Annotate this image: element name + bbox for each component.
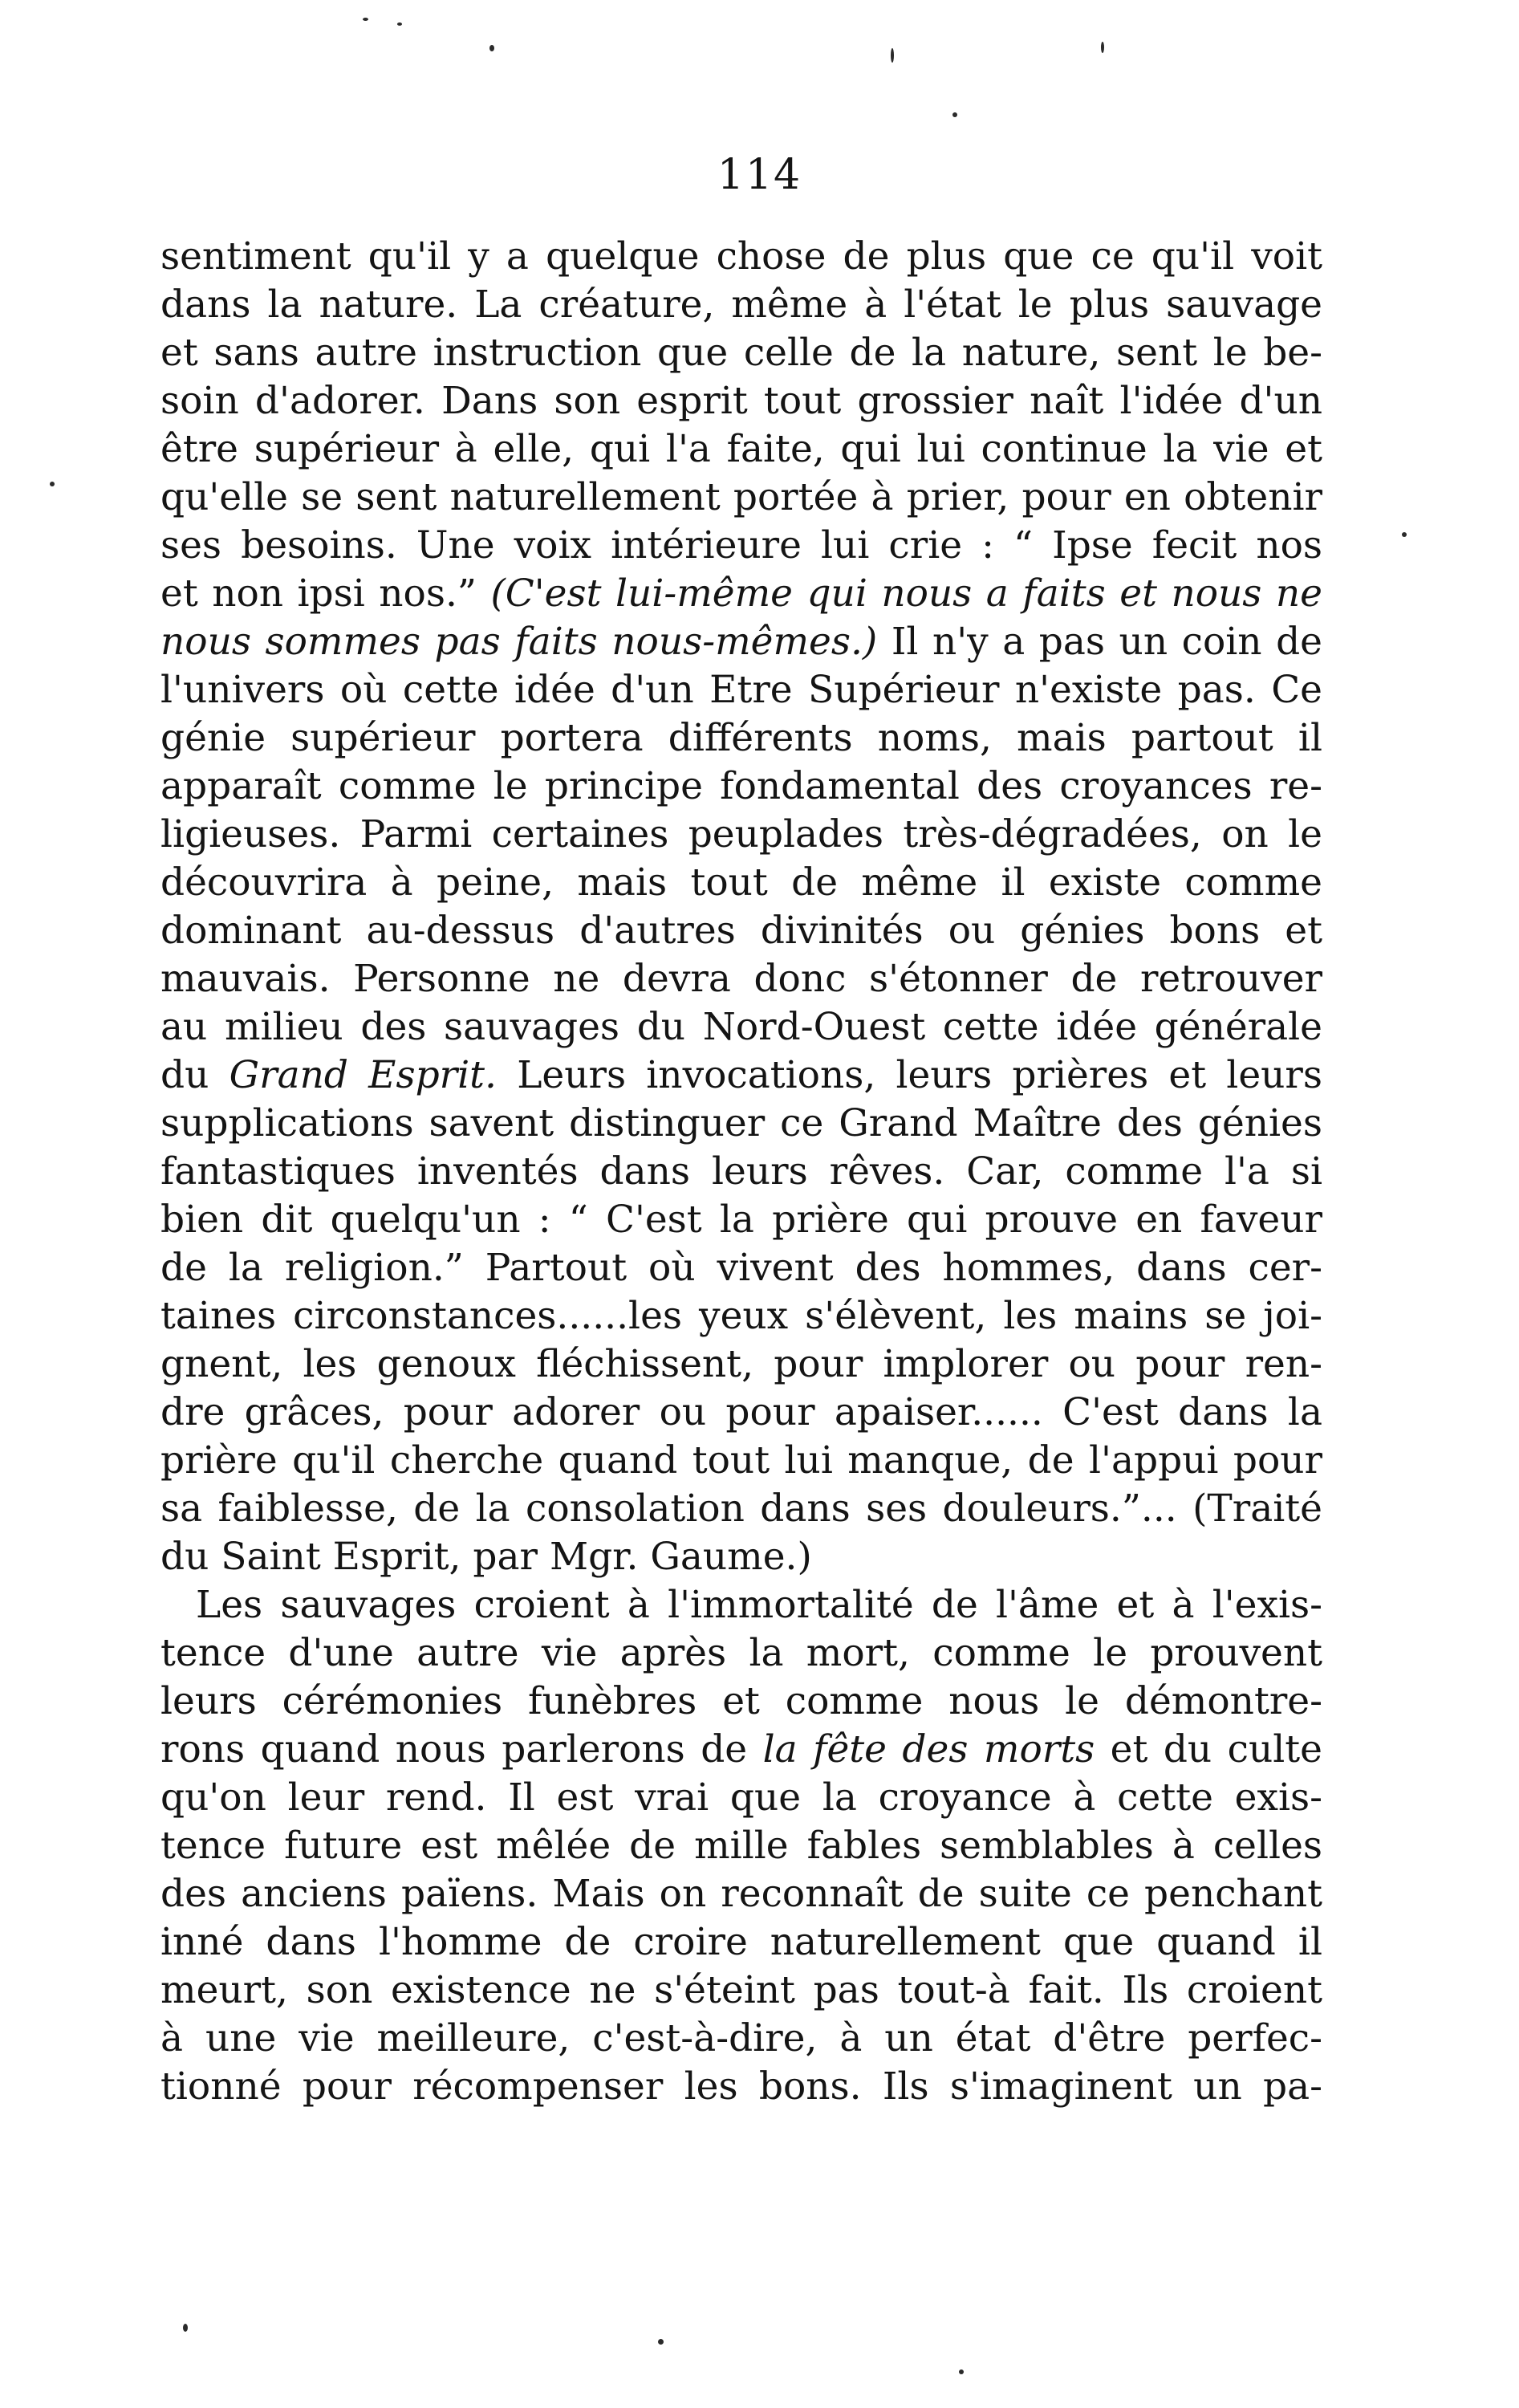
text-run: des anciens païens. Mais on reconnaît de suite ce penchant <box>160 1872 1322 1916</box>
text-line <box>160 329 1322 377</box>
text-line <box>160 859 1322 907</box>
text-run: génie supérieur portera différents noms, mais partout il <box>160 716 1322 760</box>
text-line <box>160 1581 1322 1629</box>
text-run: soin d'adorer. Dans son esprit tout grossier naît l'idée d'un <box>160 379 1322 423</box>
text-line <box>160 2063 1322 2111</box>
text-run: apparaît comme le principe fondamental des croyances re- <box>160 764 1322 808</box>
text-line <box>160 1726 1322 1774</box>
text-run: de la religion.” Partout où vivent des hommes, dans cer- <box>160 1246 1322 1290</box>
text-line <box>160 955 1322 1003</box>
text-line <box>160 570 1322 618</box>
text-run: et du culte <box>1095 1727 1322 1771</box>
text-run: leurs cérémonies funèbres et comme nous le démontre- <box>160 1679 1322 1723</box>
text-run: dominant au-dessus d'autres divinités ou génies bons et <box>160 909 1322 953</box>
scan-speck <box>952 112 957 117</box>
italic-text: Grand Esprit. <box>229 1053 497 1097</box>
text-line <box>160 377 1322 425</box>
text-run: sentiment qu'il y a quelque chose de plus que ce qu'il voit <box>160 234 1322 279</box>
text-run: taines circonstances......les yeux s'élèvent, les mains se joi- <box>160 1294 1322 1338</box>
text-run: meurt, son existence ne s'éteint pas tout-à fait. Ils croient <box>160 1968 1322 2012</box>
text-line <box>160 811 1322 859</box>
text-line <box>160 1485 1322 1533</box>
text-run: ses besoins. Une voix intérieure lui crie : “ Ipse fecit nos <box>160 523 1322 567</box>
text-line <box>160 1822 1322 1870</box>
text-line <box>160 1292 1322 1340</box>
text-line <box>160 281 1322 329</box>
text-line <box>160 1533 1322 1581</box>
text-line <box>160 907 1322 955</box>
text-line <box>160 1003 1322 1051</box>
scan-speck <box>183 2324 188 2332</box>
text-run: fantastiques inventés dans leurs rêves. Car, comme l'a si <box>160 1149 1322 1194</box>
text-run: Les sauvages croient à l'immortalité de l'âme et à l'exis- <box>196 1583 1322 1627</box>
text-run: mauvais. Personne ne devra donc s'étonner de retrouver <box>160 957 1322 1001</box>
text-line <box>160 714 1322 763</box>
text-line <box>160 666 1322 714</box>
text-line <box>160 1870 1322 1918</box>
text-run: tionné pour récompenser les bons. Ils s'imaginent un pa- <box>160 2064 1322 2109</box>
text-line <box>160 1389 1322 1437</box>
text-run: dre grâces, pour adorer ou pour apaiser...... C'est dans la <box>160 1390 1322 1434</box>
text-run: l'univers où cette idée d'un Etre Supérieur n'existe pas. Ce <box>160 668 1322 712</box>
text-run: tence future est mêlée de mille fables semblables à celles <box>160 1824 1322 1868</box>
text-line <box>160 2015 1322 2063</box>
italic-text: la fête des morts <box>762 1727 1095 1771</box>
text-run: du <box>160 1053 229 1097</box>
scan-speck <box>1402 532 1407 537</box>
text-line <box>160 1678 1322 1726</box>
text-run: découvrira à peine, mais tout de même il existe comme <box>160 860 1322 905</box>
page-number: 114 <box>717 151 802 199</box>
text-run: gnent, les genoux fléchissent, pour implorer ou pour ren- <box>160 1342 1322 1386</box>
text-line <box>160 1918 1322 1967</box>
text-run: inné dans l'homme de croire naturellement que quand il <box>160 1920 1322 1964</box>
text-line <box>160 522 1322 570</box>
text-run: et non ipsi nos.” <box>160 571 491 616</box>
text-run: Leurs invocations, leurs prières et leurs <box>497 1053 1323 1097</box>
text-line <box>160 1244 1322 1292</box>
text-line <box>160 474 1322 522</box>
text-run: bien dit quelqu'un : “ C'est la prière qui prouve en faveur <box>160 1198 1322 1242</box>
italic-text: nous sommes pas faits nous-mêmes.) <box>160 620 878 664</box>
text-line <box>160 1196 1322 1244</box>
scan-speck <box>959 2369 964 2374</box>
text-run: qu'on leur rend. Il est vrai que la croyance à cette exis- <box>160 1775 1322 1820</box>
text-line <box>160 1051 1322 1100</box>
text-run: supplications savent distinguer ce Grand Maître des génies <box>160 1101 1322 1145</box>
text-run: à une vie meilleure, c'est-à-dire, à un état d'être perfec- <box>160 2016 1322 2060</box>
scan-speck <box>891 48 894 63</box>
text-line <box>160 1437 1322 1485</box>
text-line <box>160 1629 1322 1678</box>
scan-speck <box>397 22 402 26</box>
text-run: au milieu des sauvages du Nord-Ouest cette idée générale <box>160 1005 1322 1049</box>
scan-speck <box>489 45 494 51</box>
scan-speck <box>658 2339 664 2345</box>
text-run: être supérieur à elle, qui l'a faite, qui lui continue la vie et <box>160 427 1322 471</box>
text-run: qu'elle se sent naturellement portée à prier, pour en obtenir <box>160 475 1322 519</box>
italic-text: (C'est lui-même qui nous a faits et nous ne <box>490 571 1322 616</box>
text-line <box>160 1967 1322 2015</box>
text-line <box>160 763 1322 811</box>
text-run: sa faiblesse, de la consolation dans ses douleurs.”... (Traité <box>160 1487 1322 1531</box>
scan-speck <box>363 18 368 21</box>
body-text <box>160 233 1322 2111</box>
scan-speck <box>1101 42 1104 53</box>
text-line <box>160 1340 1322 1389</box>
text-line <box>160 1774 1322 1822</box>
text-run: ligieuses. Parmi certaines peuplades très-dégradées, on le <box>160 812 1322 856</box>
text-run: Il n'y a pas un coin de <box>877 620 1322 664</box>
text-line <box>160 425 1322 474</box>
text-run: rons quand nous parlerons de <box>160 1727 763 1771</box>
text-run: et sans autre instruction que celle de la nature, sent le be- <box>160 331 1322 375</box>
scan-speck <box>50 482 55 486</box>
text-run: dans la nature. La créature, même à l'état le plus sauvage <box>160 283 1322 327</box>
text-line <box>160 1100 1322 1148</box>
text-line <box>160 618 1322 666</box>
text-run: prière qu'il cherche quand tout lui manque, de l'appui pour <box>160 1438 1322 1483</box>
text-run: du Saint Esprit, par Mgr. Gaume.) <box>160 1535 812 1579</box>
text-line <box>160 1148 1322 1196</box>
text-line <box>160 233 1322 281</box>
text-run: tence d'une autre vie après la mort, comme le prouvent <box>160 1631 1322 1675</box>
